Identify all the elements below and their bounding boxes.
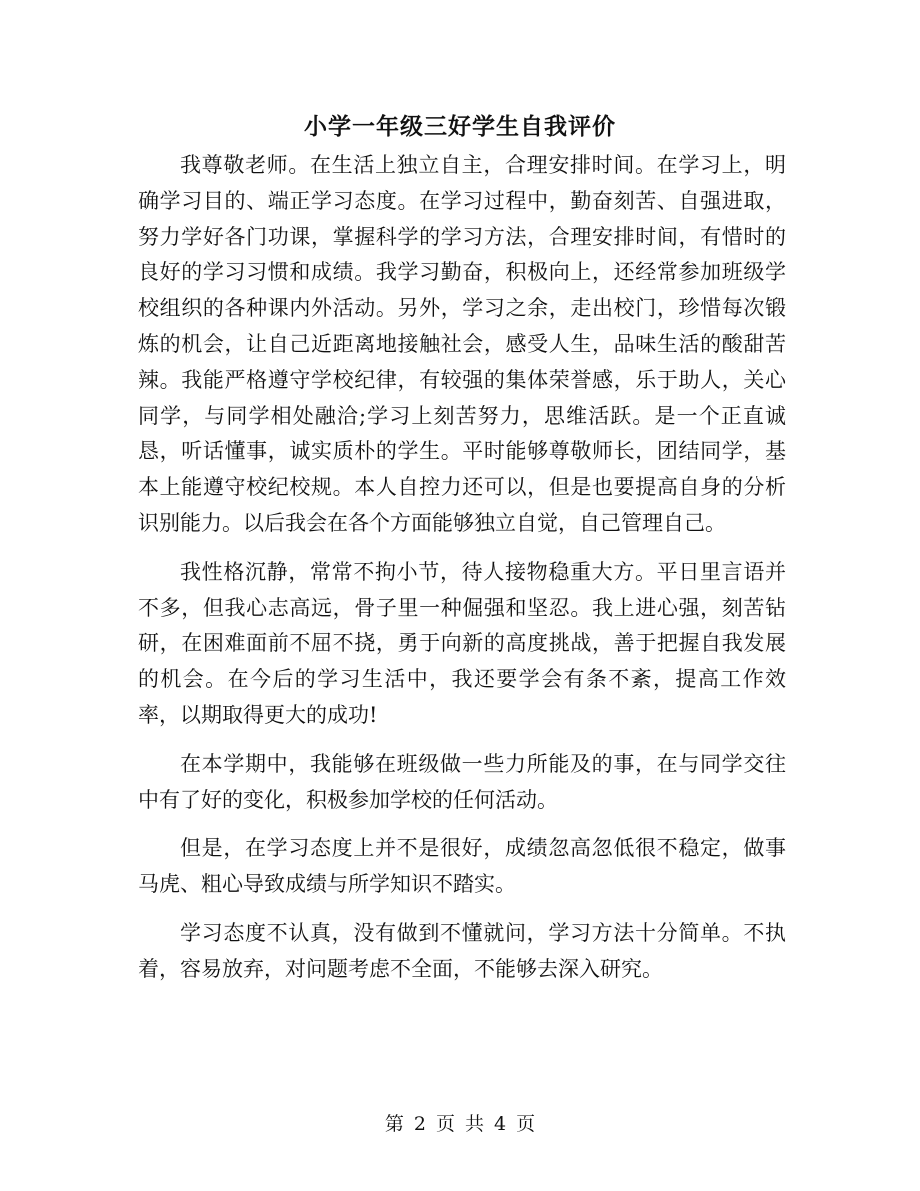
paragraph-4: 但是，在学习态度上并不是很好，成绩忽高忽低很不稳定，做事马虎、粗心导致成绩与所学知识不踏实。: [138, 836, 786, 897]
paragraph-5: 学习态度不认真，没有做到不懂就问，学习方法十分简单。不执着，容易放弃，对问题考虑不全面，不能够去深入研究。: [138, 920, 786, 981]
document-body: [138, 148, 786, 1001]
paragraph-2: 我性格沉静，常常不拘小节，待人接物稳重大方。平日里言语并不多，但我心志高远，骨子里一种倔强和坚忍。我上进心强，刻苦钻研，在困难面前不屈不挠，勇于向新的高度挑战，善于把握自我发展的机会。在今后的学习生活中，我还要学会有条不紊，提高工作效率，以期取得更大的成功!: [138, 559, 786, 727]
page-number-footer: 第 2 页 共 4 页: [384, 1113, 536, 1135]
document-title: 小学一年级三好学生自我评价: [304, 113, 616, 140]
paragraph-1: 我尊敬老师。在生活上独立自主，合理安排时间。在学习上，明确学习目的、端正学习态度。在学习过程中，勤奋刻苦、自强进取，努力学好各门功课，掌握科学的学习方法，合理安排时间，有惜时的良好的学习习惯和成绩。我学习勤奋，积极向上，还经常参加班级学校组织的各种课内外活动。另外，学习之余，走出校门，珍惜每次锻炼的机会，让自己近距离地接触社会，感受人生，品味生活的酸甜苦辣。我能严格遵守学校纪律，有较强的集体荣誉感，乐于助人，关心同学，与同学相处融洽;学习上刻苦努力，思维活跃。是一个正直诚恳，听话懂事，诚实质朴的学生。平时能够尊敬师长，团结同学，基本上能遵守校纪校规。本人自控力还可以，但是也要提高自身的分析识别能力。以后我会在各个方面能够独立自觉，自己管理自己。: [138, 153, 786, 535]
paragraph-3: 在本学期中，我能够在班级做一些力所能及的事，在与同学交往中有了好的变化，积极参加学校的任何活动。: [138, 751, 786, 812]
